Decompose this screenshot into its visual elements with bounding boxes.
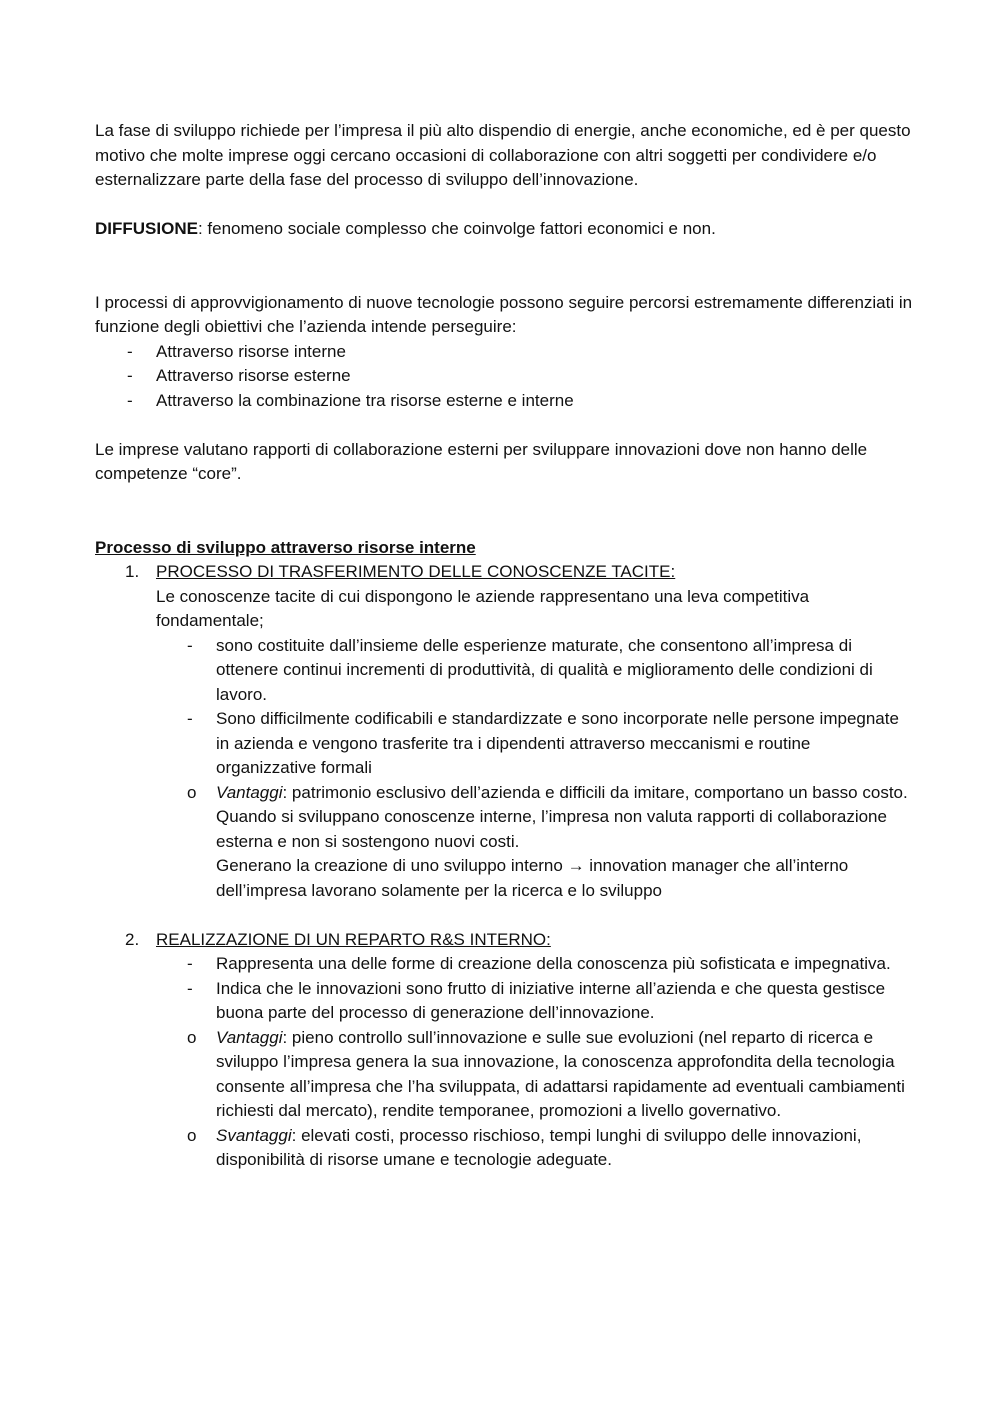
dash-marker: - [187,635,193,655]
intro-paragraph: La fase di sviluppo richiede per l’impresa il più alto dispendio di energie, anche economiche, ed è per questo motivo che molte imprese oggi cercano occasioni di collaborazione con altri soggetti per condividere e/o esternalizzare parte della fase del processo di sviluppo dell’innovazione. [95,121,911,189]
vantaggi-item [95,1026,915,1124]
dash-marker: - [187,978,193,998]
item-number: 2. [125,929,140,949]
spacer [95,903,915,928]
circle-marker: o [187,782,197,802]
spacer [95,242,915,291]
list-item-text: Rappresenta una delle forme di creazione della conoscenza più sofisticata e impegnativa. [216,954,891,973]
vantaggi-text: : pieno controllo sull’innovazione e sulle sue evoluzioni (nel reparto di ricerca e sviluppo l’impresa genera la sua innovazione, la conoscenza approfondita della tecnologia consente all’impresa che l’ha sviluppata, di adattarsi rapidamente ad eventuali cambiamenti richiesti dal mercato), rendite temporanee, promozioni a livello governativo. [216,1027,905,1120]
circle-marker: o [187,1027,197,1047]
dash-marker: - [127,366,133,385]
section-heading [95,536,915,561]
numbered-item-2 [95,928,915,1173]
dash-marker: - [187,709,193,728]
list-item [95,707,915,781]
list-item-text: Attraverso la combinazione tra risorse esterne e interne [156,390,574,410]
spacer [95,413,915,438]
item-title [95,560,915,585]
dash-marker: - [127,341,133,361]
item-title-text: REALIZZAZIONE DI UN REPARTO R&S INTERNO: [156,929,551,949]
approvvigionamento-paragraph: I processi di approvvigionamento di nuove tecnologie possono seguire percorsi estremamente differenziati in funzione degli obiettivi che l’azienda intende perseguire: [95,292,913,336]
vantaggi-text: : patrimonio esclusivo dell’azienda e difficili da imitare, comportano un basso costo. [282,782,908,802]
diffusione-paragraph [95,217,915,242]
section-heading-text: Processo di sviluppo attraverso risorse interne [95,537,476,557]
vantaggi-label: Vantaggi [216,1027,283,1047]
diffusione-term: DIFFUSIONE [95,219,198,238]
svantaggi-text: : elevati costi, processo rischioso, tempi lunghi di sviluppo delle innovazioni, disponibilità di risorse umane e tecnologie adeguate. [216,1125,862,1169]
item-lead: Le conoscenze tacite di cui dispongono le aziende rappresentano una leva competitiva fondamentale; [156,586,810,630]
diffusione-definition: : fenomeno sociale complesso che coinvolge fattori economici e non. [197,219,716,238]
numbered-item-1 [95,560,915,903]
spacer [95,193,915,218]
list-item-text: Attraverso risorse interne [156,341,346,361]
page-content [95,119,915,1173]
vantaggi-note: Quando si sviluppano conoscenze interne, l’impresa non valuta rapporti di collaborazione esterna e non si sostengono nuovi costi. [216,807,887,851]
list-item [95,977,915,1026]
list-item [95,634,915,708]
vantaggi-label: Vantaggi [216,782,283,802]
svantaggi-item [95,1124,915,1173]
circle-marker: o [187,1125,197,1145]
list-item [95,952,915,977]
spacer [95,487,915,536]
list-item-text: Attraverso risorse esterne [156,366,351,385]
item-title [95,928,915,953]
list-item-text: Indica che le innovazioni sono frutto di iniziative interne all’azienda e che questa gestisce buona parte del processo di generazione dell’innovazione. [216,978,886,1022]
list-item [95,389,915,414]
approvvigionamento-list [95,340,915,414]
vantaggi-item [95,781,915,806]
collaborazione-paragraph: Le imprese valutano rapporti di collaborazione esterni per sviluppare innovazioni dove non hanno delle competenze “core”. [95,439,868,483]
list-item-text: sono costituite dall’insieme delle esperienze maturate, che consentono all’impresa di ottenere continui incrementi di produttività, di qualità e miglioramento delle condizioni di lavoro. [216,635,873,704]
vantaggi-note: Generano la creazione di uno sviluppo interno → innovation manager che all’interno dell’impresa lavorano solamente per la ricerca e lo sviluppo [216,856,849,900]
list-item-text: Sono difficilmente codificabili e standardizzate e sono incorporate nelle persone impegnate in azienda e vengono trasferite tra i dipendenti attraverso meccanismi e routine organizzative formali [216,709,899,777]
item-number: 1. [125,562,140,581]
dash-marker: - [187,954,193,973]
list-item [95,364,915,389]
dash-marker: - [127,390,133,410]
item-title-text: PROCESSO DI TRASFERIMENTO DELLE CONOSCENZE TACITE: [156,562,676,581]
svantaggi-label: Svantaggi [216,1125,292,1145]
list-item [95,340,915,365]
